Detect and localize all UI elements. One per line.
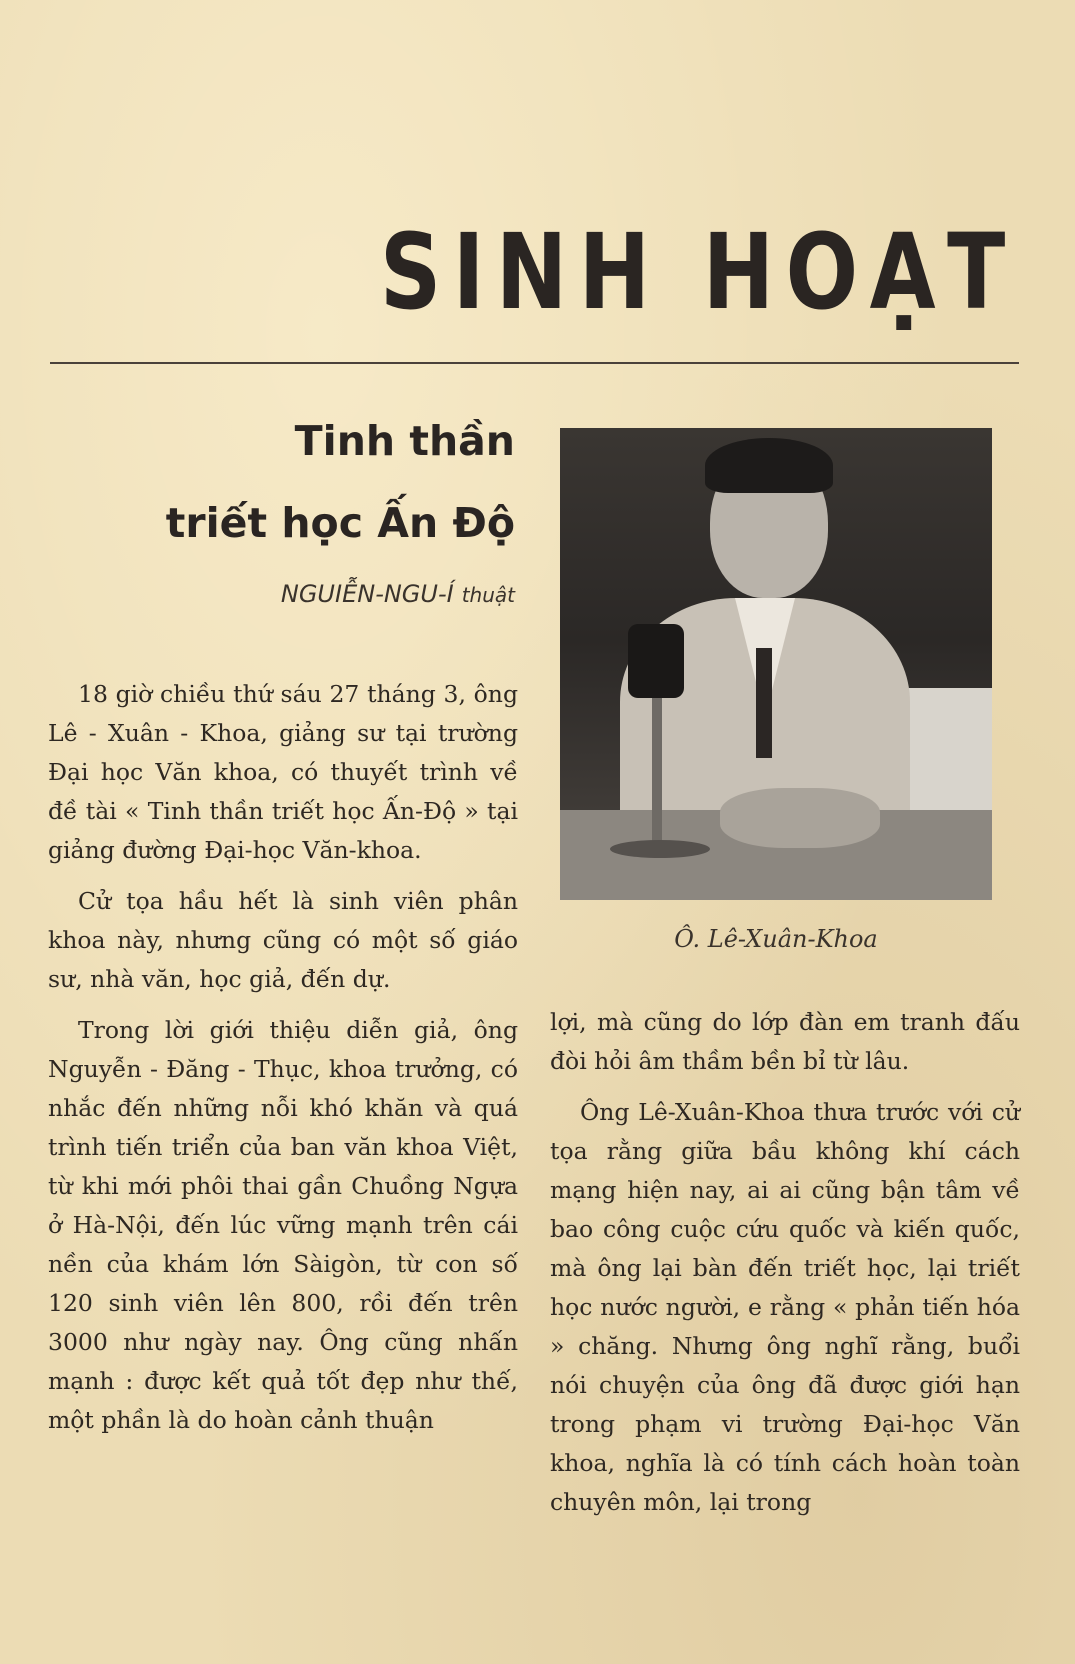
section-title: SINH HOẠT <box>380 211 1017 333</box>
article-column-left <box>48 675 518 1452</box>
byline <box>55 580 515 608</box>
photo-caption: Ô. Lê-Xuân-Khoa <box>674 925 878 953</box>
paragraph: Cử tọa hầu hết là sinh viên phân khoa này, nhưng cũng có một số giáo sư, nhà văn, học giả, đến dự. <box>48 887 518 993</box>
byline-name: NGUIỄN-NGU-Í <box>280 580 454 608</box>
headline-line-1: Tinh thần <box>294 417 515 465</box>
paragraph: Ông Lê-Xuân-Khoa thưa trước với cử tọa rằng giữa bầu không khí cách mạng hiện nay, ai ai cũng bận tâm về bao công cuộc cứu quốc và kiến quốc, mà ông lại bàn đến triết học, lại triết học nước người, e rằng « phản tiến hóa » chăng. Nhưng ông nghĩ rằng, buổi nói chuyện của ông đã được giới hạn trong phạm vi trường Đại-học Văn khoa, nghĩa là có tính cách hoàn toàn chuyên môn, lại trong <box>550 1098 1020 1516</box>
speaker-photo <box>560 428 992 900</box>
byline-suffix: thuật <box>461 583 515 607</box>
section-divider <box>50 362 1019 364</box>
article-column-right <box>550 1003 1020 1534</box>
microphone-icon <box>628 624 684 698</box>
article-headline <box>55 400 515 564</box>
paragraph: lợi, mà cũng do lớp đàn em tranh đấu đòi hỏi âm thầm bền bỉ từ lâu. <box>550 1008 1020 1075</box>
paragraph: Trong lời giới thiệu diễn giả, ông Nguyễn - Đăng - Thục, khoa trưởng, có nhắc đến những nỗi khó khăn và quá trình tiến triển của ban văn khoa Việt, từ khi mới phôi thai gần Chuồng Ngựa ở Hà-Nội, đến lúc vững mạnh trên cái nền của khám lớn Sàigòn, từ con số 120 sinh viên lên 800, rồi đến trên 3000 như ngày nay. Ông cũng nhấn mạnh : được kết quả tốt đẹp như thế, một phần là do hoàn cảnh thuận <box>48 1016 518 1434</box>
paragraph: 18 giờ chiều thứ sáu 27 tháng 3, ông Lê - Xuân - Khoa, giảng sư tại trường Đại học Văn khoa, có thuyết trình về đề tài « Tinh thần triết học Ấn-Độ » tại giảng đường Đại-học Văn-khoa. <box>48 680 518 864</box>
headline-line-2: triết học Ấn Độ <box>165 499 515 547</box>
